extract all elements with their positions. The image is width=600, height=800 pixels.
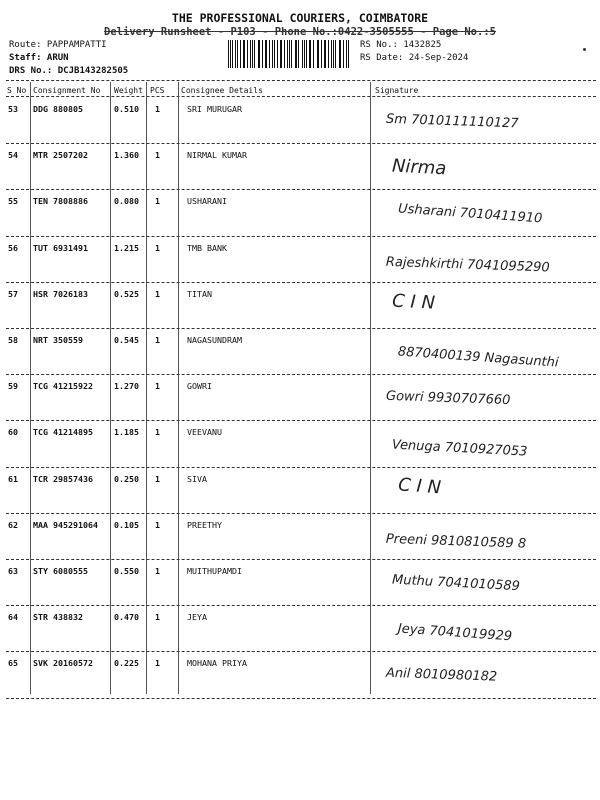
row-weight: 0.545 (114, 335, 139, 345)
row-consignment-no: STY 6080555 (33, 566, 88, 576)
barcode-bar (331, 40, 332, 68)
staff-label: Staff: ARUN (9, 53, 69, 63)
row-divider (6, 698, 596, 699)
row-divider (6, 236, 596, 237)
row-consignment-no: SVK 20160572 (33, 658, 93, 669)
row-signature-text: Rajeshkirthi 7041095290 (385, 254, 550, 276)
row-divider (6, 513, 596, 514)
row-consignee: MUITHUPAMDI (187, 566, 242, 576)
barcode-bar (287, 40, 288, 68)
row-signature (378, 377, 593, 421)
row-pcs: 1 (155, 242, 160, 253)
row-consignee: VEEVANU (187, 427, 222, 438)
col-header-signature: Signature (375, 86, 419, 95)
row-consignee: PREETHY (187, 519, 222, 530)
row-signature-text: Sm 7010111110127 (385, 111, 519, 132)
col-divider (370, 82, 371, 694)
row-signature (378, 470, 593, 514)
col-divider (110, 82, 111, 694)
barcode (228, 40, 350, 68)
header-bottom-rule (6, 96, 596, 97)
row-consignment-no: TCG 41215922 (33, 381, 93, 392)
barcode-bar (324, 40, 325, 68)
row-consignee: SRI MURUGAR (187, 104, 242, 114)
row-pcs: 1 (155, 473, 160, 484)
row-divider (6, 420, 596, 421)
row-consignment-no: MAA 945291064 (33, 519, 98, 530)
row-consignee: TITAN (187, 288, 212, 299)
row-weight: 0.105 (114, 519, 139, 530)
row-sno: 63 (8, 566, 18, 576)
row-signature-text: Nirma (391, 155, 447, 180)
row-signature-text: C I N (397, 474, 442, 498)
row-sno: 55 (8, 196, 18, 207)
row-signature (378, 516, 593, 560)
row-consignment-no: TCG 41214895 (33, 427, 93, 438)
barcode-bar (346, 40, 347, 68)
row-weight: 0.550 (114, 566, 139, 576)
row-sno: 53 (8, 104, 18, 114)
row-consignee: NAGASUNDRAM (187, 335, 242, 345)
barcode-bar (247, 40, 248, 68)
row-sno: 65 (8, 658, 18, 669)
row-weight: 0.250 (114, 473, 139, 484)
row-signature (378, 100, 593, 144)
row-consignee: USHARANI (187, 196, 227, 207)
row-consignment-no: TUT 6931491 (33, 242, 88, 253)
drs-number: DRS No.: DCJB143282505 (9, 66, 129, 76)
row-consignee: MOHANA PRIYA (187, 658, 247, 669)
header-top-rule (6, 80, 596, 81)
barcode-bar (298, 40, 299, 68)
barcode-bar (274, 40, 275, 68)
row-divider (6, 328, 596, 329)
row-consignment-no: NRT 350559 (33, 335, 83, 345)
row-pcs: 1 (155, 104, 160, 114)
barcode-bar (254, 40, 255, 68)
row-pcs: 1 (155, 150, 160, 161)
barcode-bar (250, 40, 251, 68)
row-weight: 0.470 (114, 612, 139, 623)
route-label: Route: PAPPAMPATTI (9, 40, 107, 50)
row-consignee: NIRMAL KUMAR (187, 150, 247, 161)
row-pcs: 1 (155, 612, 160, 623)
col-header-pcs: PCS (150, 86, 165, 95)
row-sno: 57 (8, 288, 18, 299)
row-sno: 56 (8, 242, 18, 253)
row-weight: 1.270 (114, 381, 139, 392)
row-weight: 0.225 (114, 658, 139, 669)
row-weight: 1.185 (114, 427, 139, 438)
row-sno: 54 (8, 150, 18, 161)
col-header-sno: S No (7, 86, 27, 95)
row-weight: 1.215 (114, 242, 139, 253)
row-signature-text: C I N (391, 290, 436, 314)
row-signature-text: 8870400139 Nagasunthi (397, 344, 559, 371)
row-signature (378, 423, 593, 467)
row-consignment-no: TCR 29857436 (33, 473, 93, 484)
barcode-bar (235, 40, 236, 68)
row-pcs: 1 (155, 519, 160, 530)
row-signature-text: Preeni 9810810589 8 (385, 531, 527, 552)
barcode-bar (291, 40, 292, 68)
barcode-bar (317, 40, 318, 68)
row-pcs: 1 (155, 288, 160, 299)
row-signature (378, 654, 593, 698)
row-pcs: 1 (155, 381, 160, 392)
row-divider (6, 143, 596, 144)
barcode-bar (302, 40, 303, 68)
row-divider (6, 651, 596, 652)
row-weight: 0.080 (114, 196, 139, 207)
row-weight: 0.525 (114, 288, 139, 299)
col-divider (178, 82, 179, 694)
row-signature-text: Gowri 9930707660 (385, 388, 511, 409)
row-signature (378, 239, 593, 283)
corner-dot (583, 48, 586, 51)
row-signature-text: Venuga 7010927053 (391, 437, 528, 460)
row-consignment-no: MTR 2507202 (33, 150, 88, 161)
row-pcs: 1 (155, 566, 160, 576)
row-divider (6, 559, 596, 560)
row-pcs: 1 (155, 658, 160, 669)
col-header-consignee: Consignee Details (181, 86, 263, 95)
row-sno: 64 (8, 612, 18, 623)
row-signature-text: Jeya 7041019929 (397, 621, 513, 645)
row-signature (378, 331, 593, 375)
row-divider (6, 189, 596, 190)
row-consignment-no: HSR 7026183 (33, 288, 88, 299)
row-sno: 61 (8, 473, 18, 484)
row-consignee: JEYA (187, 612, 207, 623)
row-consignment-no: TEN 7808886 (33, 196, 88, 207)
barcode-bar (310, 40, 311, 68)
row-divider (6, 467, 596, 468)
company-title: THE PROFESSIONAL COURIERS, COIMBATORE (171, 11, 429, 25)
row-signature (378, 608, 593, 652)
row-signature-text: Muthu 7041010589 (391, 572, 521, 595)
rs-number: RS No.: 1432825 (360, 40, 442, 50)
barcode-bar (269, 40, 270, 68)
row-signature-text: Usharani 7010411910 (397, 201, 543, 227)
row-consignee: GOWRI (187, 381, 212, 392)
barcode-bar (228, 40, 229, 68)
row-sno: 62 (8, 519, 18, 530)
barcode-bar (237, 40, 238, 68)
col-divider (30, 82, 31, 694)
row-consignee: TMB BANK (187, 242, 227, 253)
row-signature (378, 146, 593, 190)
row-divider (6, 374, 596, 375)
row-weight: 0.510 (114, 104, 139, 114)
row-weight: 1.360 (114, 150, 139, 161)
row-consignee: SIVA (187, 473, 207, 484)
barcode-bar (333, 40, 334, 68)
rs-date: RS Date: 24-Sep-2024 (360, 53, 469, 63)
row-signature (378, 192, 593, 236)
row-sno: 58 (8, 335, 18, 345)
row-sno: 59 (8, 381, 18, 392)
runsheet-subtitle (0, 26, 600, 38)
row-signature (378, 562, 593, 606)
row-signature (378, 285, 593, 329)
col-header-weight: Weight (114, 86, 143, 95)
runsheet-subtitle-text: Delivery Runsheet - P103 - Phone No.:0422-3505555 - Page No.:5 (104, 26, 496, 38)
row-divider (6, 282, 596, 283)
barcode-bar (340, 40, 341, 68)
barcode-bar (262, 40, 263, 68)
barcode-bar (277, 40, 278, 68)
row-divider (6, 605, 596, 606)
row-consignment-no: STR 438832 (33, 612, 83, 623)
row-pcs: 1 (155, 427, 160, 438)
row-pcs: 1 (155, 196, 160, 207)
row-sno: 60 (8, 427, 18, 438)
col-divider (146, 82, 147, 694)
col-header-consignment: Consignment No (33, 86, 101, 95)
row-consignment-no: DDG 880805 (33, 104, 83, 114)
row-signature-text: Anil 8010980182 (385, 666, 498, 686)
row-pcs: 1 (155, 335, 160, 345)
